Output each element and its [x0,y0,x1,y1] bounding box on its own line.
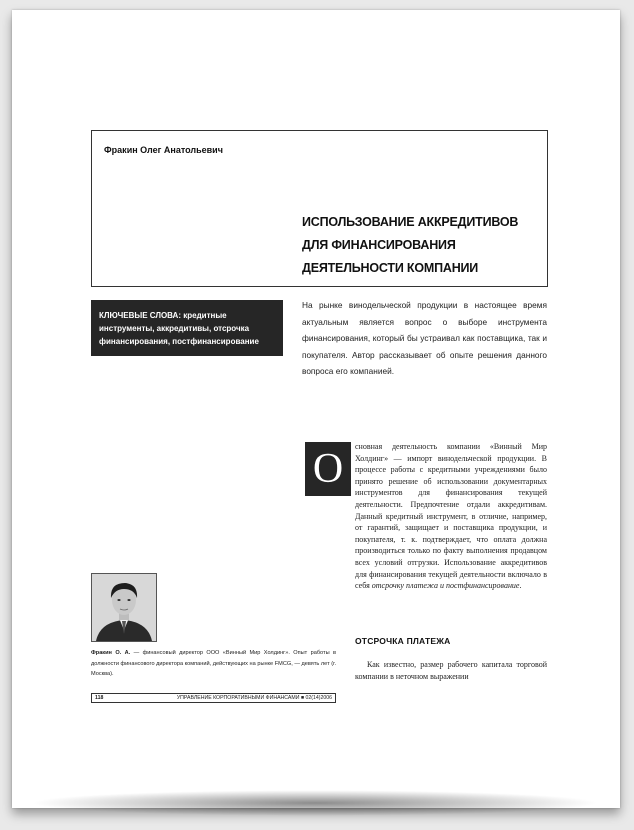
body-text-main: сновная деятельность компании «Винный Мир Холдинг» — импорт винодельческой продукции. В процессе работы с кредитными учреждениями было принято решение об использовании документарных инструментов для финансирования текущей деятельности. Предпочтение отдали аккредитивам. Данный кредитный инструмент, в отличие, например, от гарантий, защищает и поставщика продукции, и покупателя, т. к. подтверждает, что оплата должна производиться только по факту выполнения продавцом всех условий отгрузки. Использование аккредитивов для финансирования текущей деятельности включало в себя [355,442,547,591]
page-shadow [30,790,600,816]
header-box [91,130,548,287]
keywords-label: КЛЮЧЕВЫЕ СЛОВА: [99,311,181,320]
journal-name: УПРАВЛЕНИЕ КОРПОРАТИВНЫМИ ФИНАНСАМИ ■ 02(14)2006 [176,695,332,701]
body-paragraph [355,441,547,592]
keywords-text: кредитные инструменты, аккредитивы, отсрочка финансирования, постфинансирование [99,311,259,346]
lead-paragraph: На рынке винодельческой продукции в настоящее время актуальным является вопрос о выборе инструмента финансирования, который бы устраивал как поставщика, так и покупателя. Автор рассказывает об опыте решения данного вопроса его компанией. [302,300,547,376]
title-line-2: ДЛЯ ФИНАНСИРОВАНИЯ [302,238,456,252]
section-paragraph [355,659,547,682]
magazine-page [12,10,620,808]
drop-cap: О [305,442,351,496]
section-text: Как известно, размер рабочего капитала торговой компании в неточном выражении [355,660,547,681]
body-text-end: . [519,581,522,591]
title-line-1: ИСПОЛЬЗОВАНИЕ АККРЕДИТИВОВ [302,215,519,229]
body-text-italic: отсрочку платежа и постфинансирование [371,581,520,591]
page-number: 118 [95,695,104,701]
keywords-block [91,300,283,356]
section-heading: ОТСРОЧКА ПЛАТЕЖА [355,636,451,646]
article-title [302,211,542,280]
title-line-3: ДЕЯТЕЛЬНОСТИ КОМПАНИИ [302,261,479,275]
author-photo [91,573,157,642]
page-footer [91,693,336,703]
bio-text: — финансовый директор ООО «Винный Мир Холдинг». Опыт работы в должности финансового директора компаний, действующих на рынке FMCG, — девять лет (г. Москва). [91,650,336,677]
bio-name: Фракин О. А. [91,650,131,656]
author-portrait-icon [92,574,156,641]
author-bio [91,648,336,680]
author-name: Фракин Олег Анатольевич [104,145,223,155]
